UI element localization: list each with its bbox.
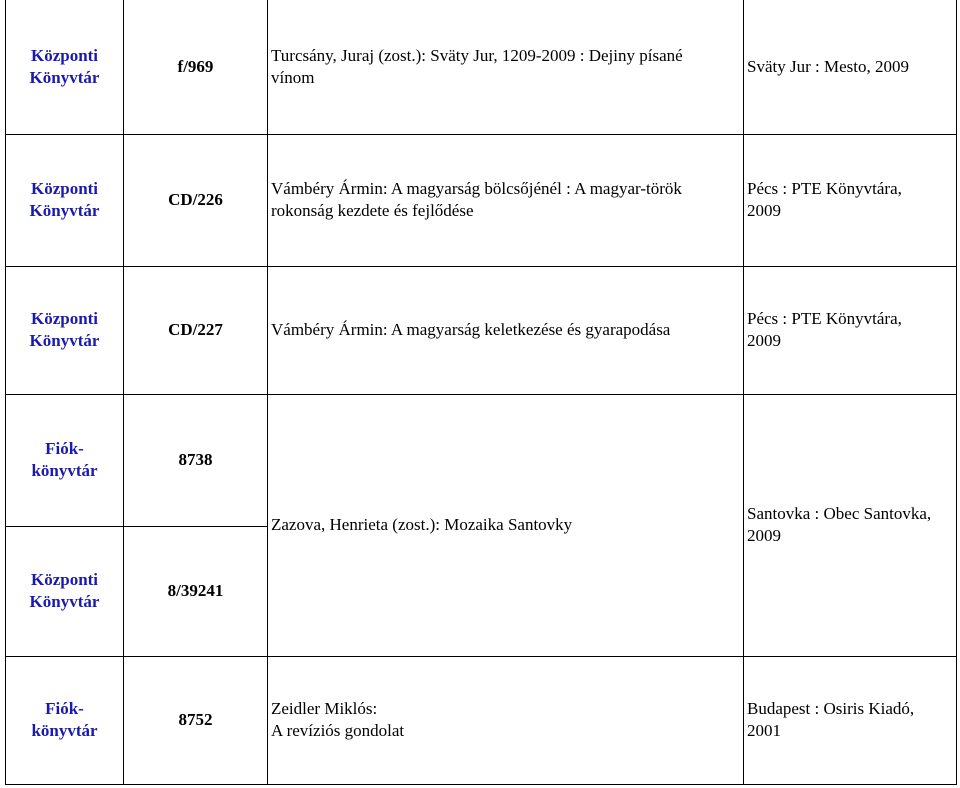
publisher-cell: Pécs : PTE Könyvtára, 2009 [744,266,957,394]
library-cell: Központi Könyvtár [6,134,124,266]
publisher-cell: Santovka : Obec Santovka, 2009 [744,394,957,656]
table-row [6,0,957,134]
title-cell: Zeidler Miklós: A revíziós gondolat [268,656,744,784]
signature-cell: CD/226 [124,134,268,266]
table-row [6,394,957,526]
signature-cell: 8752 [124,656,268,784]
table-row [6,656,957,784]
title-cell: Vámbéry Ármin: A magyarság bölcsőjénél : A magyar-török rokonság kezdete és fejlődése [268,134,744,266]
library-cell: Fiók- könyvtár [6,394,124,526]
library-cell: Fiók- könyvtár [6,656,124,784]
title-cell: Turcsány, Juraj (zost.): Sväty Jur, 1209-2009 : Dejiny písané vínom [268,0,744,134]
signature-cell: f/969 [124,0,268,134]
library-cell: Központi Könyvtár [6,526,124,656]
title-cell: Vámbéry Ármin: A magyarság keletkezése és gyarapodása [268,266,744,394]
publisher-cell: Sväty Jur : Mesto, 2009 [744,0,957,134]
signature-cell: CD/227 [124,266,268,394]
publisher-cell: Budapest : Osiris Kiadó, 2001 [744,656,957,784]
table-row [6,266,957,394]
publisher-cell: Pécs : PTE Könyvtára, 2009 [744,134,957,266]
catalog-table [5,0,957,785]
table-row [6,134,957,266]
signature-cell: 8738 [124,394,268,526]
library-cell: Központi Könyvtár [6,266,124,394]
library-cell: Központi Könyvtár [6,0,124,134]
signature-cell: 8/39241 [124,526,268,656]
title-cell: Zazova, Henrieta (zost.): Mozaika Santovky [268,394,744,656]
